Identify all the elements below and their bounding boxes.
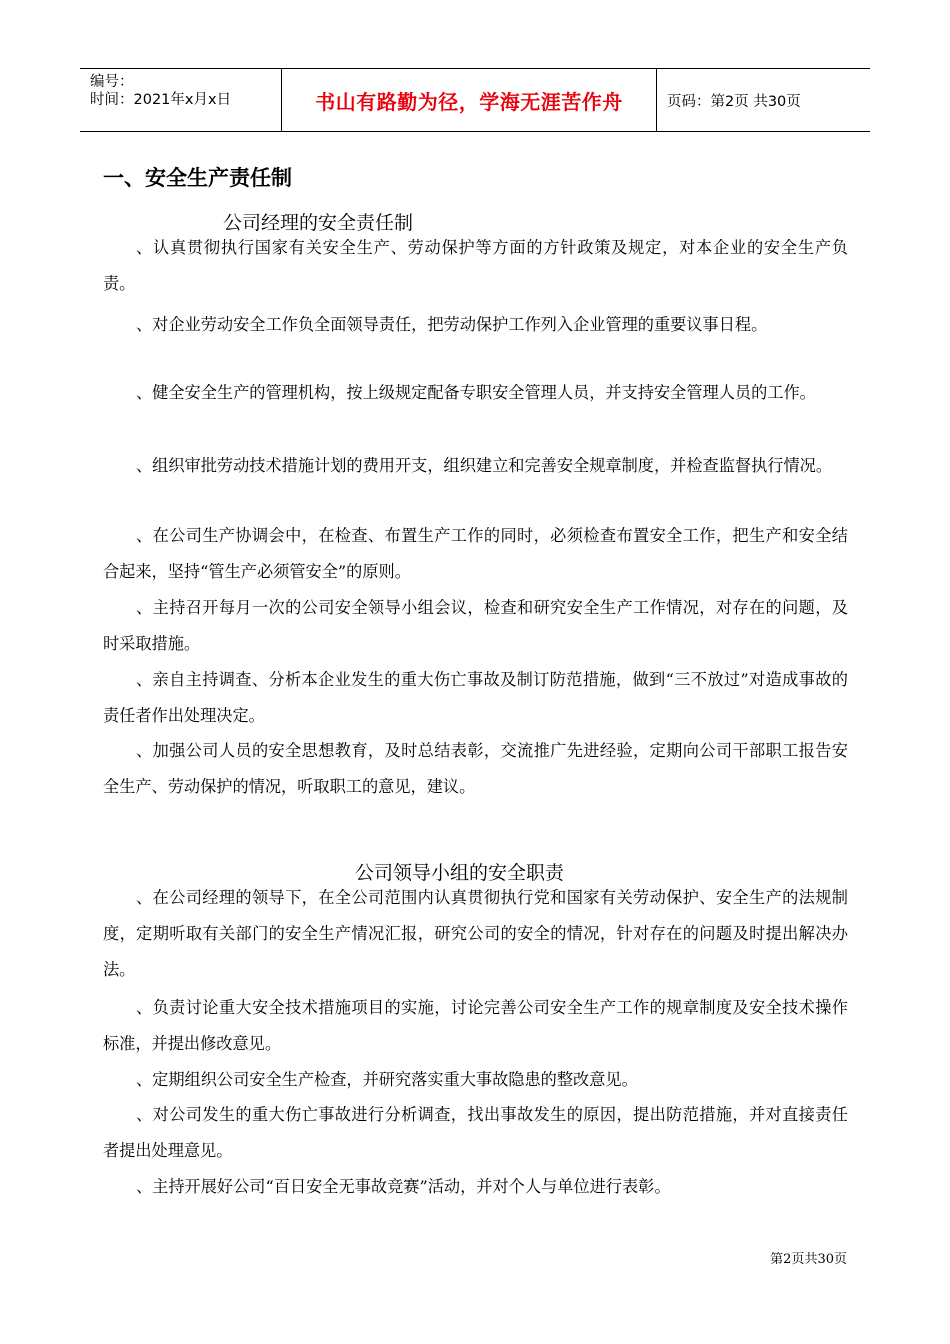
header-motto: 书山有路勤为径，学海无涯苦作舟 bbox=[282, 69, 657, 131]
part1-paragraph-8: 、加强公司人员的安全思想教育，及时总结表彰，交流推广先进经验，定期向公司干部职工报告安全生产、劳动保护的情况，听取职工的意见，建议。 bbox=[103, 741, 848, 796]
header-page-info: 页码：第2页 共30页 bbox=[667, 93, 801, 110]
document-time-label: 时间：2021年x月x日 bbox=[90, 92, 232, 108]
section-title: 一、安全生产责任制 bbox=[103, 166, 292, 190]
document-number-label: 编号： bbox=[90, 74, 134, 90]
page-header bbox=[80, 68, 870, 132]
part1-paragraph-2: 、对企业劳动安全工作负全面领导责任，把劳动保护工作列入企业管理的重要议事日程。 bbox=[136, 315, 768, 334]
part1-paragraph-3: 、健全安全生产的管理机构，按上级规定配备专职安全管理人员，并支持安全管理人员的工作。 bbox=[136, 383, 816, 402]
part1-title: 公司经理的安全责任制 bbox=[223, 212, 414, 234]
part2-paragraph-3: 、定期组织公司安全生产检查，并研究落实重大事故隐患的整改意见。 bbox=[136, 1070, 638, 1089]
part1-paragraph-1: 、认真贯彻执行国家有关安全生产、劳动保护等方面的方针政策及规定，对本企业的安全生产负责。 bbox=[103, 238, 848, 293]
part2-paragraph-4: 、对公司发生的重大伤亡事故进行分析调查，找出事故发生的原因，提出防范措施，并对直接责任者提出处理意见。 bbox=[103, 1105, 848, 1160]
part2-paragraph-2: 、负责讨论重大安全技术措施项目的实施，讨论完善公司安全生产工作的规章制度及安全技术操作标准，并提出修改意见。 bbox=[103, 998, 848, 1053]
part2-paragraph-5: 、主持开展好公司“百日安全无事故竞赛”活动，并对个人与单位进行表彰。 bbox=[136, 1177, 671, 1196]
part1-paragraph-7: 、亲自主持调查、分析本企业发生的重大伤亡事故及制订防范措施，做到“三不放过”对造成事故的责任者作出处理决定。 bbox=[103, 670, 848, 725]
part1-paragraph-4: 、组织审批劳动技术措施计划的费用开支，组织建立和完善安全规章制度，并检查监督执行情况。 bbox=[136, 456, 833, 475]
part2-title: 公司领导小组的安全职责 bbox=[355, 862, 565, 884]
part1-paragraph-5: 、在公司生产协调会中，在检查、布置生产工作的同时，必须检查布置安全工作，把生产和安全结合起来，坚持“管生产必须管安全”的原则。 bbox=[103, 526, 848, 581]
page-footer: 第2页共30页 bbox=[770, 1252, 847, 1267]
header-meta bbox=[80, 69, 282, 131]
part2-paragraph-1: 、在公司经理的领导下，在全公司范围内认真贯彻执行党和国家有关劳动保护、安全生产的法规制度，定期听取有关部门的安全生产情况汇报，研究公司的安全的情况，针对存在的问题及时提出解决办法。 bbox=[103, 888, 848, 979]
part1-paragraph-6: 、主持召开每月一次的公司安全领导小组会议，检查和研究安全生产工作情况，对存在的问题，及时采取措施。 bbox=[103, 598, 848, 653]
